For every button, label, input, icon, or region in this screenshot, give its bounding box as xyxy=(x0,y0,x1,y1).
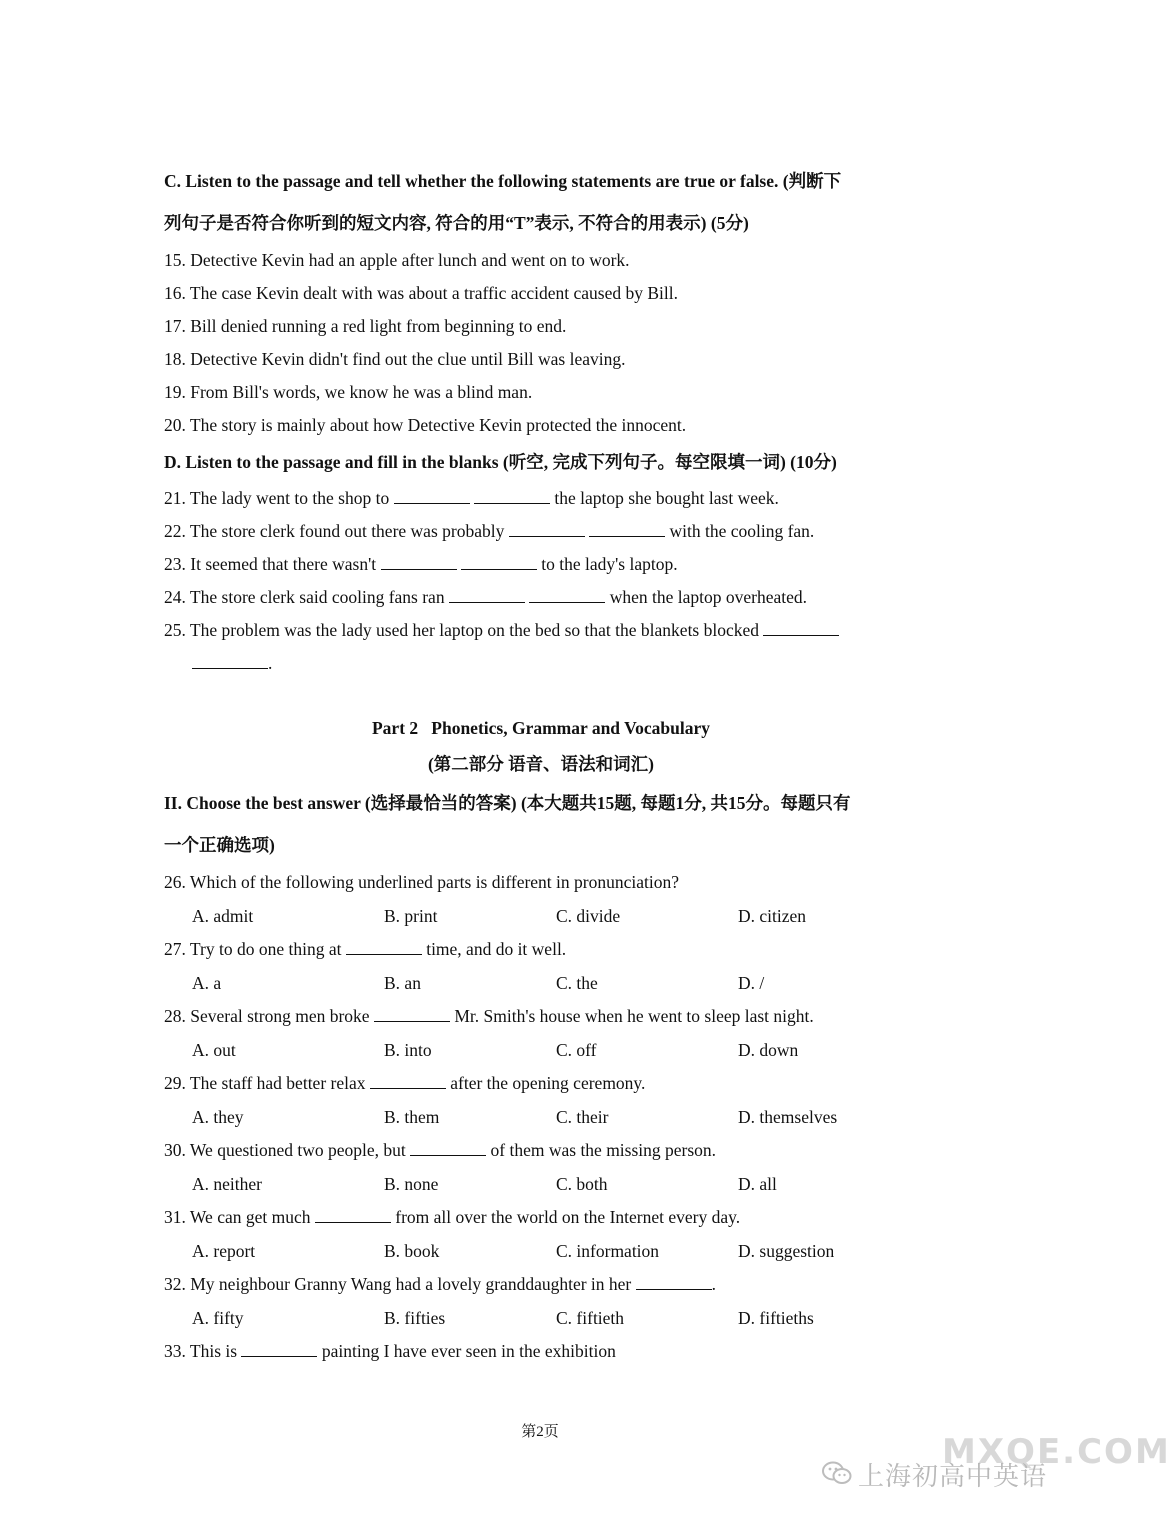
question-27-options xyxy=(164,966,918,1000)
exam-page-content xyxy=(164,160,918,1368)
watermark-logo: MXQE.COM xyxy=(942,1432,1171,1472)
answer-blank xyxy=(474,487,550,504)
question-27 xyxy=(164,933,918,966)
option-c: C. divide xyxy=(556,906,621,926)
section-ii-heading-line2: 一个正确选项) xyxy=(164,835,275,855)
question-17: 17. Bill denied running a red light from beginning to end. xyxy=(164,316,567,336)
question-23-text-end: to the lady's laptop. xyxy=(541,554,678,574)
answer-blank xyxy=(381,553,457,570)
question-32-text: 32. My neighbour Granny Wang had a lovely granddaughter in her xyxy=(164,1274,632,1294)
question-27-text: 27. Try to do one thing at xyxy=(164,939,342,959)
question-19: 19. From Bill's words, we know he was a blind man. xyxy=(164,382,533,402)
answer-blank xyxy=(461,553,537,570)
option-b: B. none xyxy=(384,1174,439,1194)
question-27-text-end: time, and do it well. xyxy=(426,939,567,959)
question-31-options xyxy=(164,1234,918,1268)
option-a: A. neither xyxy=(192,1174,262,1194)
question-25-text-end: . xyxy=(268,653,273,673)
question-16: 16. The case Kevin dealt with was about a traffic accident caused by Bill. xyxy=(164,283,678,303)
answer-blank xyxy=(346,938,422,955)
option-b: B. into xyxy=(384,1040,432,1060)
option-c: C. information xyxy=(556,1241,660,1261)
answer-blank xyxy=(241,1340,317,1357)
question-23 xyxy=(164,548,918,581)
option-d: D. down xyxy=(738,1040,799,1060)
option-a: A. a xyxy=(192,973,222,993)
option-c: C. their xyxy=(556,1107,609,1127)
question-24 xyxy=(164,581,918,614)
option-c: C. both xyxy=(556,1174,608,1194)
answer-blank xyxy=(529,586,605,603)
option-d: D. fiftieths xyxy=(738,1308,814,1328)
answer-blank xyxy=(509,520,585,537)
option-b: B. them xyxy=(384,1107,440,1127)
question-28-options xyxy=(164,1033,918,1067)
question-30-text: 30. We questioned two people, but xyxy=(164,1140,406,1160)
option-b: B. fifties xyxy=(384,1308,446,1328)
question-30-text-end: of them was the missing person. xyxy=(490,1140,717,1160)
option-d: D. citizen xyxy=(738,906,807,926)
question-31-text-end: from all over the world on the Internet every day. xyxy=(395,1207,741,1227)
option-b: B. book xyxy=(384,1241,440,1261)
answer-blank xyxy=(763,619,839,636)
question-33-text: 33. This is xyxy=(164,1341,238,1361)
option-b: B. print xyxy=(384,906,438,926)
question-33-text-end: painting I have ever seen in the exhibition xyxy=(321,1341,616,1361)
question-31-text: 31. We can get much xyxy=(164,1207,311,1227)
question-25-cont xyxy=(164,647,918,680)
section-ii-heading-line1: II. Choose the best answer (选择最恰当的答案) (本大题共15题, 每题1分, 共15分。每题只有 xyxy=(164,793,851,813)
spacer xyxy=(164,680,918,710)
question-24-text: 24. The store clerk said cooling fans ran xyxy=(164,587,445,607)
answer-blank xyxy=(374,1005,450,1022)
question-32-text-end: . xyxy=(711,1274,716,1294)
option-d: D. all xyxy=(738,1174,777,1194)
option-b: B. an xyxy=(384,973,421,993)
wechat-icon xyxy=(822,1460,852,1491)
part2-title: Part 2 Phonetics, Grammar and Vocabulary xyxy=(371,718,710,738)
question-25-text: 25. The problem was the lady used her laptop on the bed so that the blankets blocked xyxy=(164,620,760,640)
question-22-text-end: with the cooling fan. xyxy=(669,521,815,541)
question-29-options xyxy=(164,1100,918,1134)
question-30 xyxy=(164,1134,918,1167)
question-29 xyxy=(164,1067,918,1100)
question-26: 26. Which of the following underlined parts is different in pronunciation? xyxy=(164,872,679,892)
question-18: 18. Detective Kevin didn't find out the clue until Bill was leaving. xyxy=(164,349,626,369)
option-a: A. they xyxy=(192,1107,244,1127)
option-d: D. themselves xyxy=(738,1107,838,1127)
answer-blank xyxy=(370,1072,446,1089)
option-a: A. out xyxy=(192,1040,236,1060)
question-28-text-end: Mr. Smith's house when he went to sleep last night. xyxy=(454,1006,814,1026)
question-28 xyxy=(164,1000,918,1033)
question-24-text-end: when the laptop overheated. xyxy=(609,587,807,607)
question-28-text: 28. Several strong men broke xyxy=(164,1006,370,1026)
question-21-text: 21. The lady went to the shop to xyxy=(164,488,390,508)
question-29-text-end: after the opening ceremony. xyxy=(450,1073,646,1093)
question-20: 20. The story is mainly about how Detective Kevin protected the innocent. xyxy=(164,415,687,435)
watermark-text: 上海初高中英语 xyxy=(858,1462,1048,1492)
section-d-heading: D. Listen to the passage and fill in the blanks (听空, 完成下列句子。每空限填一词) (10分) xyxy=(164,452,837,472)
option-c: C. fiftieth xyxy=(556,1308,625,1328)
question-32-options xyxy=(164,1301,918,1335)
part2-subtitle: (第二部分 语音、语法和词汇) xyxy=(427,754,655,774)
option-d: D. / xyxy=(738,973,765,993)
answer-blank xyxy=(410,1139,486,1156)
answer-blank xyxy=(589,520,665,537)
section-ii-heading xyxy=(164,782,918,866)
question-21-text-end: the laptop she bought last week. xyxy=(554,488,779,508)
question-23-text: 23. It seemed that there wasn't xyxy=(164,554,377,574)
question-32 xyxy=(164,1268,918,1301)
option-c: C. off xyxy=(556,1040,597,1060)
question-30-options xyxy=(164,1167,918,1201)
question-33 xyxy=(164,1335,918,1368)
answer-blank xyxy=(636,1273,712,1290)
option-a: A. fifty xyxy=(192,1308,244,1328)
option-d: D. suggestion xyxy=(738,1241,835,1261)
page-number: 第2页 xyxy=(521,1424,559,1440)
question-15: 15. Detective Kevin had an apple after lunch and went on to work. xyxy=(164,250,630,270)
question-29-text: 29. The staff had better relax xyxy=(164,1073,366,1093)
answer-blank xyxy=(394,487,470,504)
question-26-options xyxy=(164,899,918,933)
section-c-heading xyxy=(164,160,918,244)
question-22 xyxy=(164,515,918,548)
option-a: A. report xyxy=(192,1241,256,1261)
question-25 xyxy=(164,614,918,647)
watermark xyxy=(822,1432,1171,1510)
section-c-heading-line1: C. Listen to the passage and tell whether the following statements are true or false. (判断下 xyxy=(164,171,842,191)
answer-blank xyxy=(315,1206,391,1223)
answer-blank xyxy=(449,586,525,603)
question-21 xyxy=(164,482,918,515)
option-a: A. admit xyxy=(192,906,254,926)
option-c: C. the xyxy=(556,973,598,993)
question-31 xyxy=(164,1201,918,1234)
question-22-text: 22. The store clerk found out there was probably xyxy=(164,521,505,541)
section-c-heading-line2: 列句子是否符合你听到的短文内容, 符合的用“T”表示, 不符合的用表示) (5分) xyxy=(164,213,749,233)
answer-blank xyxy=(192,652,268,669)
